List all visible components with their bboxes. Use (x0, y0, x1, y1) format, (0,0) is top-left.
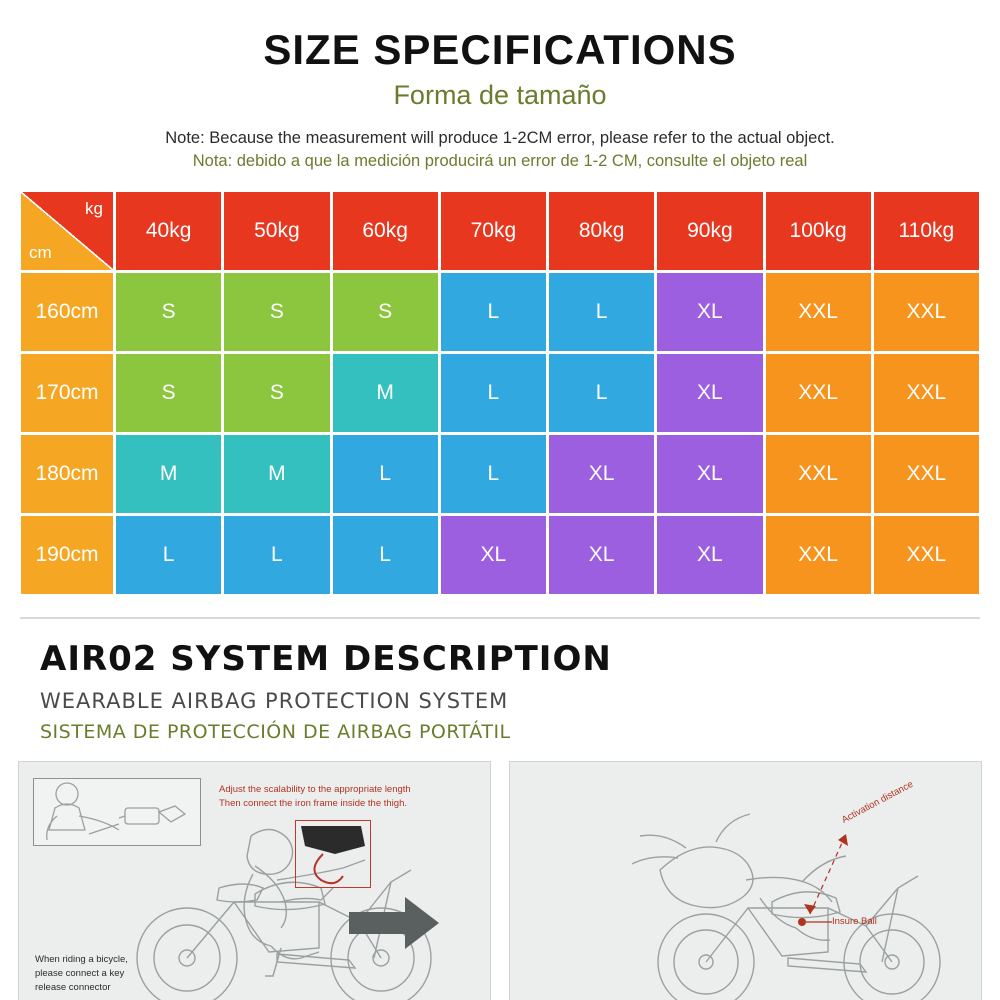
size-cell: XL (441, 516, 546, 594)
size-table (18, 189, 982, 597)
table-row (21, 435, 979, 513)
note-spanish: Nota: debido a que la medición producirá un error de 1-2 CM, consulte el objeto real (192, 152, 808, 170)
size-cell: L (549, 354, 654, 432)
size-cell: L (441, 354, 546, 432)
size-cell: S (224, 354, 329, 432)
size-cell: XL (657, 273, 762, 351)
left-caption-line3: release connector (35, 982, 111, 993)
insure-ball-label: Insure Ball (832, 916, 877, 927)
note-english: Note: Because the measurement will produce 1-2CM error, please refer to the actual object. (165, 129, 835, 147)
connector-part-illustration (295, 820, 371, 888)
system-subtitle-spanish: SISTEMA DE PROTECCIÓN DE AIRBAG PORTÁTIL (40, 721, 511, 743)
column-header: 80kg (549, 192, 654, 270)
left-caption-top1: Adjust the scalability to the appropriate length (219, 784, 411, 795)
size-cell: S (333, 273, 438, 351)
system-subtitle-english: WEARABLE AIRBAG PROTECTION SYSTEM (40, 689, 509, 713)
size-cell: L (333, 435, 438, 513)
size-cell: L (441, 273, 546, 351)
size-cell: M (116, 435, 221, 513)
size-cell: L (116, 516, 221, 594)
table-row (21, 516, 979, 594)
figure-right (509, 761, 982, 1000)
size-cell: XL (657, 354, 762, 432)
size-cell: S (116, 273, 221, 351)
size-cell: XXL (874, 273, 979, 351)
arrow-shaft (349, 912, 405, 934)
row-header: 190cm (21, 516, 113, 594)
size-cell: S (224, 273, 329, 351)
size-cell: M (333, 354, 438, 432)
size-cell: XXL (874, 516, 979, 594)
activation-distance-label: Activation distance (840, 778, 916, 826)
page-root (0, 26, 1000, 1000)
size-cell: XXL (766, 435, 871, 513)
row-header: 180cm (21, 435, 113, 513)
corner-height-label: cm (29, 243, 52, 262)
size-cell: S (116, 354, 221, 432)
row-header: 170cm (21, 354, 113, 432)
left-caption-top2: Then connect the iron frame inside the thigh. (219, 798, 408, 809)
size-cell: L (549, 273, 654, 351)
figures-row (0, 761, 1000, 1000)
size-cell: L (441, 435, 546, 513)
page-title: SIZE SPECIFICATIONS (263, 26, 737, 73)
system-title: AIR02 SYSTEM DESCRIPTION (40, 639, 612, 679)
size-cell: M (224, 435, 329, 513)
size-cell: XL (549, 435, 654, 513)
size-cell: L (224, 516, 329, 594)
column-header: 90kg (657, 192, 762, 270)
corner-weight-label: kg (85, 199, 103, 218)
column-header: 100kg (766, 192, 871, 270)
size-table-container (18, 189, 982, 597)
size-cell: XXL (766, 516, 871, 594)
table-header-row (21, 192, 979, 270)
section-divider (20, 617, 980, 619)
left-caption-line2: please connect a key (35, 968, 125, 979)
size-cell: L (333, 516, 438, 594)
size-cell: XL (549, 516, 654, 594)
key-connector-inset-illustration (33, 778, 201, 846)
size-cell: XXL (766, 273, 871, 351)
page-subtitle: Forma de tamaño (393, 80, 607, 110)
row-header: 160cm (21, 273, 113, 351)
size-cell: XL (657, 435, 762, 513)
column-header: 40kg (116, 192, 221, 270)
column-header: 60kg (333, 192, 438, 270)
size-cell: XL (657, 516, 762, 594)
table-row (21, 273, 979, 351)
system-description-section (0, 639, 1000, 743)
column-header: 110kg (874, 192, 979, 270)
table-row (21, 354, 979, 432)
column-header: 70kg (441, 192, 546, 270)
size-cell: XXL (766, 354, 871, 432)
airbag-activation-illustration-right (510, 762, 980, 1000)
size-cell: XXL (874, 354, 979, 432)
left-caption-line1: When riding a bicycle, (35, 954, 128, 965)
table-corner-cell (21, 192, 113, 270)
size-cell: XXL (874, 435, 979, 513)
arrow-head-icon (405, 897, 439, 949)
column-header: 50kg (224, 192, 329, 270)
figure-left (18, 761, 491, 1000)
